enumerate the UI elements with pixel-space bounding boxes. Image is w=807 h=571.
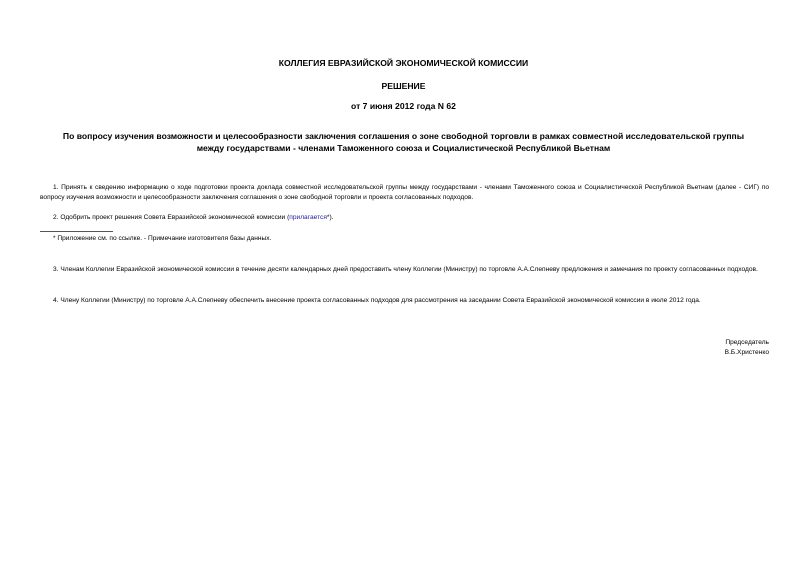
organization-title: КОЛЛЕГИЯ ЕВРАЗИЙСКОЙ ЭКОНОМИЧЕСКОЙ КОМИССИИ — [278, 58, 529, 68]
footnote-divider — [40, 231, 113, 232]
appendix-link[interactable]: прилагается — [289, 214, 327, 221]
paragraph-2 — [40, 213, 769, 223]
subject-line-1: По вопросу изучения возможности и целесообразности заключения соглашения о зоне свободной торговли в рамках совместной исследовательской группы — [62, 131, 745, 141]
document-subject — [40, 131, 767, 154]
footnote: * Приложение см. по ссылке. - Примечание изготовителя базы данных. — [53, 235, 272, 242]
signature-title: Председатель — [725, 339, 769, 346]
paragraph-1: 1. Принять к сведению информацию о ходе подготовки проекта доклада совместной исследовательской группы между государствами - членами Таможенного союза и Социалистической Республикой Вьетнам (далее - СИГ) по вопросу изучения возможности и целесообразности заключения соглашения о зоне свободной торговли и проекта согласованных подходов. — [40, 184, 769, 201]
paragraph-4: 4. Члену Коллегии (Министру) по торговле А.А.Слепневу обеспечить внесение проекта согласованных подходов для рассмотрения на заседании Совета Евразийской экономической комиссии в июле 2012 года. — [53, 297, 701, 304]
paragraph-2-text-after: *). — [326, 214, 334, 221]
document-date-number: от 7 июня 2012 года N 62 — [351, 101, 456, 111]
signature-name: В.Б.Христенко — [724, 349, 769, 356]
document-kind: РЕШЕНИЕ — [381, 81, 426, 91]
paragraph-3: 3. Членам Коллегии Евразийской экономической комиссии в течение десяти календарных дней предоставить члену Коллегии (Министру) по торговле А.А.Слепневу предложения и замечания по проекту согласованных подходов. — [53, 266, 758, 273]
signature-block — [725, 338, 769, 358]
paragraph-2-text-before: 2. Одобрить проект решения Совета Евразийской экономической комиссии ( — [53, 214, 290, 221]
subject-line-2: между государствами - членами Таможенного союза и Социалистической Республикой Вьетнам — [196, 142, 611, 153]
